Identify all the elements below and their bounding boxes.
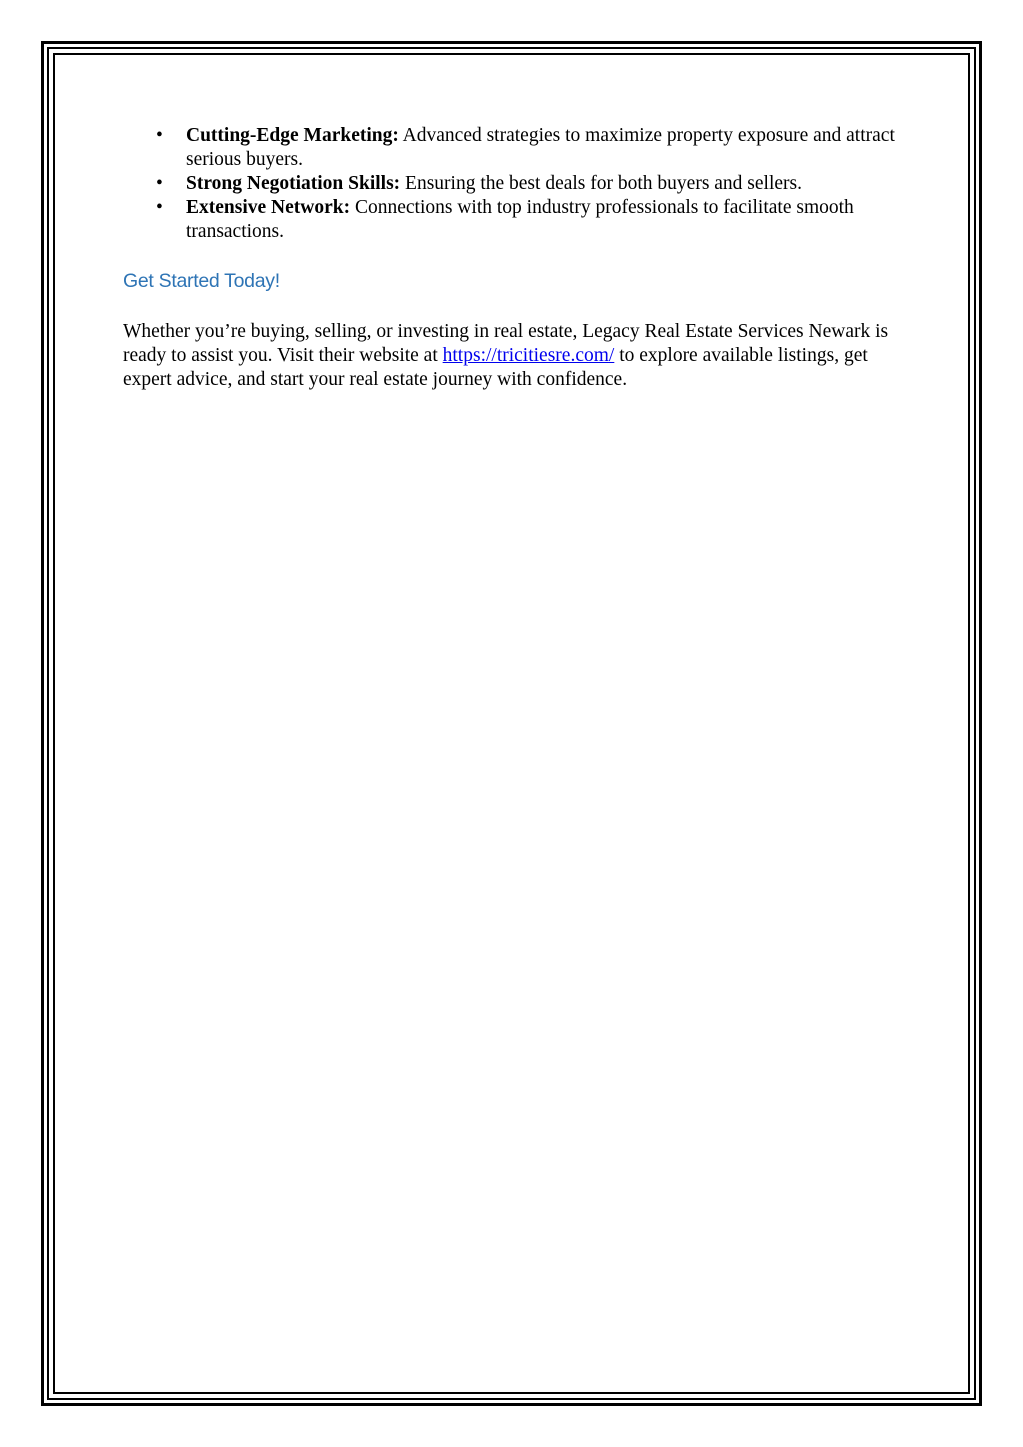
list-item	[123, 124, 903, 172]
page-border-inner	[53, 53, 970, 1394]
list-item	[123, 196, 903, 244]
section-heading: Get Started Today!	[123, 270, 280, 292]
feature-text: Ensuring the best deals for both buyers and sellers.	[400, 173, 802, 194]
feature-title: Cutting-Edge Marketing:	[186, 125, 399, 146]
bullet-icon: •	[156, 197, 163, 218]
document-content	[123, 124, 903, 390]
page-border	[41, 41, 982, 1406]
paragraph-text: to explore available listings, get expert advice, and start your real estate journey with confidence.	[123, 345, 868, 390]
feature-text: Connections with top industry professionals to facilitate smooth transactions.	[186, 197, 854, 242]
feature-text: Advanced strategies to maximize property exposure and attract serious buyers.	[186, 125, 895, 170]
website-link[interactable]: https://tricitiesre.com/	[442, 345, 615, 366]
feature-title: Strong Negotiation Skills:	[186, 173, 401, 194]
feature-list	[123, 124, 903, 244]
paragraph-text: Whether you’re buying, selling, or investing in real estate, Legacy Real Estate Services Newark is ready to assist you. Visit their website at	[123, 321, 889, 366]
page-border-middle	[47, 47, 976, 1400]
list-item	[123, 172, 903, 196]
bullet-icon: •	[156, 173, 163, 194]
cta-paragraph	[123, 320, 903, 392]
feature-title: Extensive Network:	[186, 197, 351, 218]
bullet-icon: •	[156, 125, 163, 146]
